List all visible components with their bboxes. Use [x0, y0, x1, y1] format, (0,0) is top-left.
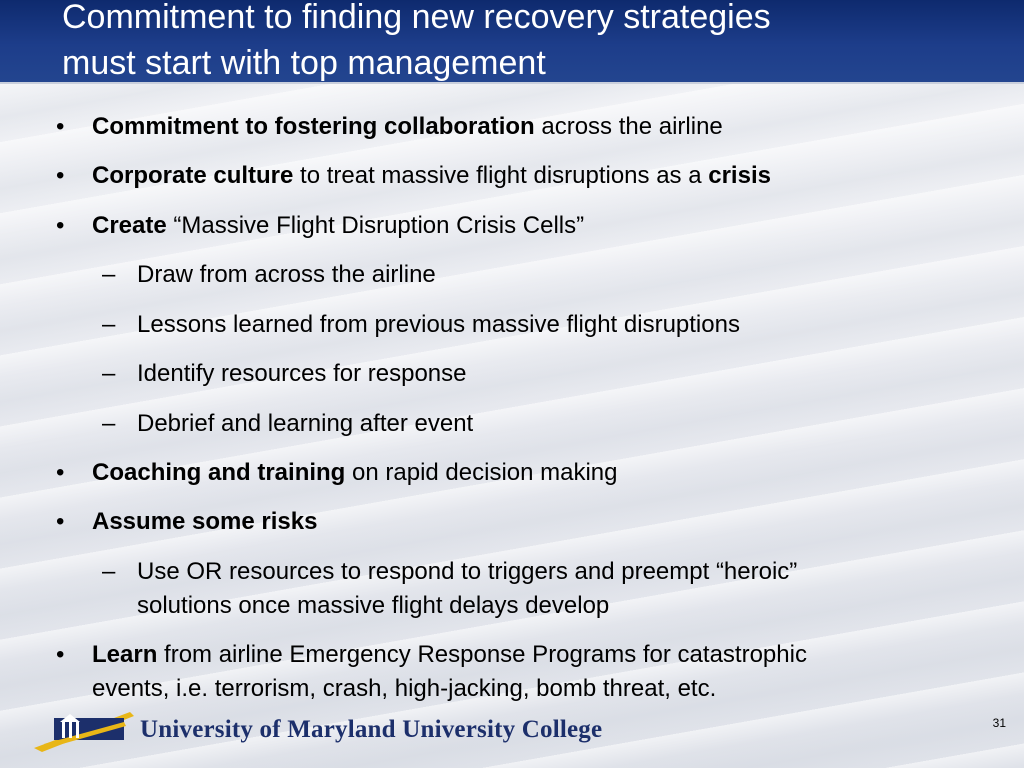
- bullet-item-line-2: events, i.e. terrorism, crash, high-jacking, bomb threat, etc.: [92, 675, 717, 702]
- sub-bullet-item: Draw from across the airline: [137, 261, 436, 288]
- bullet-item-bold: Assume some risks: [92, 508, 318, 535]
- bullet-item-text: across the airline: [534, 113, 723, 140]
- bullet-marker: •: [56, 113, 65, 140]
- bullet-marker: •: [56, 459, 65, 486]
- sub-bullet-line-1: Use OR resources to respond to triggers and preempt “heroic”: [137, 558, 798, 585]
- slide-title-line-2: must start with top management: [62, 44, 546, 82]
- bullet-marker: •: [56, 162, 65, 189]
- bullet-item: [92, 209, 584, 243]
- dash-marker: –: [102, 261, 116, 288]
- bullet-item-bold-end: crisis: [708, 162, 771, 189]
- bullet-item: [92, 110, 723, 144]
- bullet-item: [92, 159, 771, 193]
- bullet-item-text: from airline Emergency Response Programs for catastrophic: [157, 641, 807, 668]
- dash-marker: –: [102, 311, 116, 338]
- bullet-item-text: “Massive Flight Disruption Crisis Cells”: [166, 212, 585, 239]
- sub-bullet-item: Lessons learned from previous massive flight disruptions: [137, 311, 740, 338]
- bullet-item-bold: Learn: [92, 641, 158, 668]
- dash-marker: –: [102, 558, 116, 585]
- sub-bullet-item: [137, 555, 797, 623]
- dash-marker: –: [102, 410, 116, 437]
- bullet-item-bold: Coaching and training: [92, 459, 346, 486]
- bullet-item-text: on rapid decision making: [345, 459, 618, 486]
- bullet-item-text: to treat massive flight disruptions as a: [293, 162, 709, 189]
- institution-name: University of Maryland University College: [140, 716, 603, 743]
- bullet-item-bold: Corporate culture: [92, 162, 294, 189]
- bullet-marker: •: [56, 212, 65, 239]
- sub-bullet-line-2: solutions once massive flight delays develop: [137, 592, 610, 619]
- sub-bullet-item: Identify resources for response: [137, 360, 467, 387]
- dash-marker: –: [102, 360, 116, 387]
- sub-bullet-item: Debrief and learning after event: [137, 410, 474, 437]
- footer: [0, 700, 1024, 768]
- bullet-item-bold: Create: [92, 212, 167, 239]
- slide-title: [62, 0, 962, 86]
- umuc-logo-icon: [34, 708, 134, 752]
- bullet-item: [92, 456, 618, 490]
- bullet-item: [92, 505, 317, 539]
- page-number: 31: [992, 716, 1006, 730]
- bullet-item-bold: Commitment to fostering collaboration: [92, 113, 535, 140]
- slide-title-line-1: Commitment to finding new recovery strategies: [62, 0, 771, 36]
- bullet-marker: •: [56, 641, 65, 668]
- title-banner: [0, 0, 1024, 84]
- bullet-marker: •: [56, 508, 65, 535]
- bullet-item: [92, 638, 807, 706]
